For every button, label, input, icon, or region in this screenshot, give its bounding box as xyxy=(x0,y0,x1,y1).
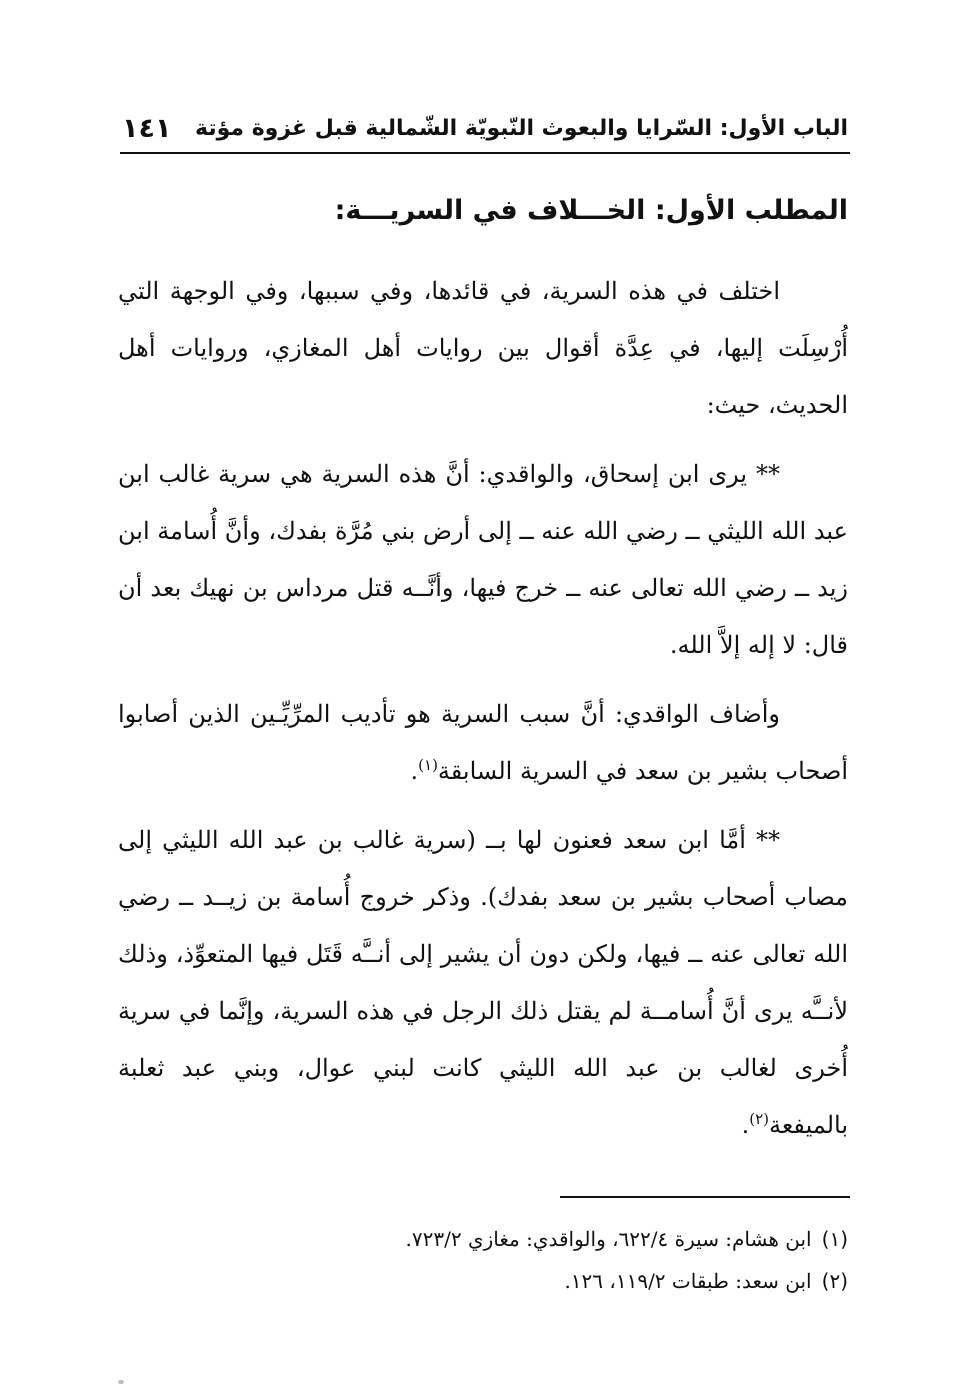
footnote-text: ابن سعد: طبقات ١١٩/٢، ١٢٦. xyxy=(564,1269,812,1293)
footnote-rule xyxy=(560,1196,850,1198)
footnote-reference[interactable]: (٢) xyxy=(749,1110,769,1128)
paragraph-text: اختلف في هذه السرية، في قائدها، وفي سببها، وفي الوجهة التي أُرْسِلَت إليها، في عِدَّة أقوال بين روايات أهل المغازي، وروايات أهل الحديث، حيث: xyxy=(118,277,848,419)
paragraph xyxy=(118,263,848,434)
paragraph-text: وأضاف الواقدي: أنَّ سبب السرية هو تأديب المرِّيِّـين الذين أصابوا أصحاب بشير بن سعد في السرية السابقة xyxy=(118,700,848,785)
paragraph-end: . xyxy=(410,757,419,785)
paragraph xyxy=(118,446,848,674)
footnote xyxy=(118,1260,848,1302)
footnote-number: (٢) xyxy=(821,1269,848,1293)
page-number: ١٤١ xyxy=(122,112,172,144)
header-title: الباب الأول: السّرايا والبعوث النّبويّة الشّمالية قبل غزوة مؤتة xyxy=(195,115,848,141)
paragraph xyxy=(118,812,848,1154)
footnote xyxy=(118,1218,848,1260)
paragraph-end: . xyxy=(741,1111,750,1139)
footnote-number: (١) xyxy=(821,1227,848,1251)
header-rule xyxy=(120,152,850,154)
paragraph xyxy=(118,686,848,800)
scan-speck xyxy=(118,1380,124,1384)
footnote-text: ابن هشام: سيرة ٦٢٢/٤، والواقدي: مغازي ٧٢٣/٢. xyxy=(405,1227,812,1251)
paragraph-text: ** يرى ابن إسحاق، والواقدي: أنَّ هذه السرية هي سرية غالب ابن عبد الله الليثي ــ رضي الله عنه ــ إلى أرض بني مُرَّة بفدك، وأنَّ أُسامة ابن زيد ــ رضي الله تعالى عنه ــ خرج فيها، وأنَّــه قتل مرداس بن نهيك بعد أن قال: لا إله إلاَّ الله. xyxy=(118,460,848,659)
running-header xyxy=(122,108,848,148)
section-heading: المطلب الأول: الخـــلاف في السريـــة: xyxy=(334,195,848,226)
footnote-reference[interactable]: (١) xyxy=(418,756,438,774)
footnotes xyxy=(118,1218,848,1302)
paragraph-text: ** أمَّا ابن سعد فعنون لها بــ (سرية غالب بن عبد الله الليثي إلى مصاب أصحاب بشير بن سعد بفدك). وذكر خروج أُسامة بن زيــد ــ رضي الله تعالى عنه ــ فيها، ولكن دون أن يشير إلى أنــَّه قَتَل فيها المتعوِّذ، وذلك لأنــَّه يرى أنَّ أُسامــة لم يقتل ذلك الرجل في هذه السرية، وإنَّما في سرية أُخرى لغالب بن عبد الله الليثي كانت لبني عوال، وبني عبد ثعلبة بالميفعة xyxy=(118,826,849,1139)
body-text xyxy=(118,185,848,1166)
